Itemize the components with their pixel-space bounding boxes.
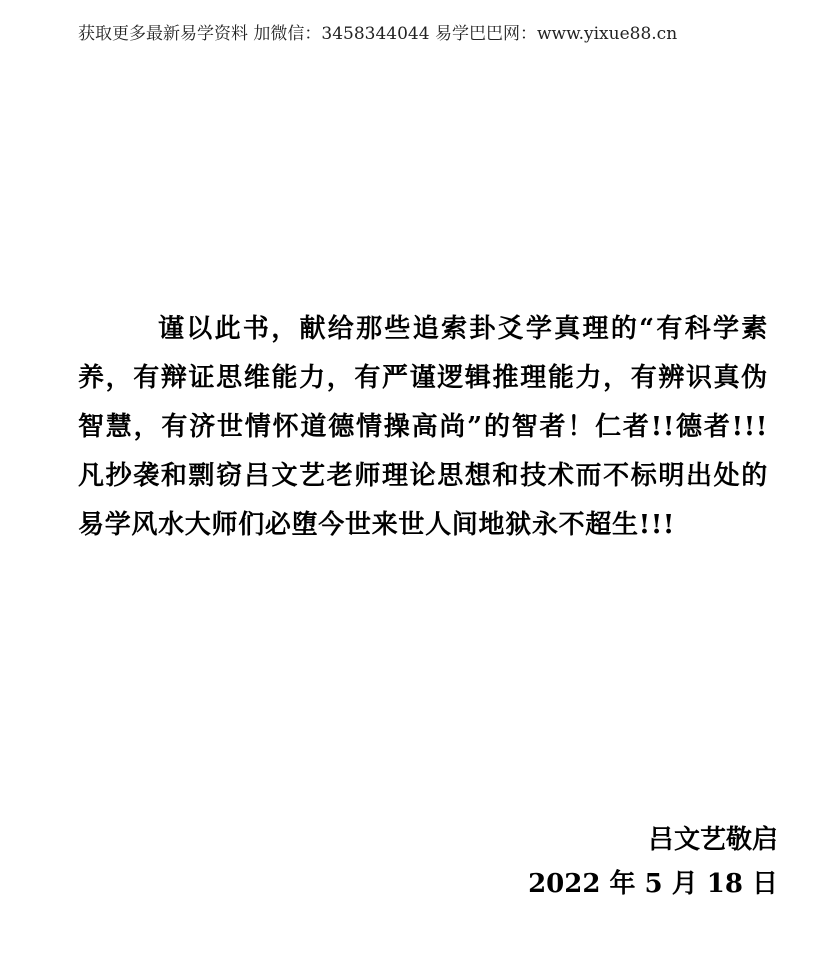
dedication-paragraph: 谨以此书，献给那些追索卦爻学真理的“有科学素养，有辩证思维能力，有严谨逻辑推理能力，有辨识真伪智慧，有济世情怀道德情操高尚”的智者！仁者!!德者!!! 凡抄袭和剽窃吕文艺老师理论思想和技术而不标明出处的易学风水大师们必堕今世来世人间地狱永不超生!!!: [78, 314, 768, 540]
header-promo-text: 获取更多最新易学资料 加微信：3458344044 易学巴巴网：www.yixue88.cn: [78, 24, 678, 44]
signature-author: 吕文艺敬启: [647, 825, 778, 855]
signature-date: 2022 年 5 月 18 日: [528, 869, 778, 899]
signature-block: [528, 818, 778, 906]
